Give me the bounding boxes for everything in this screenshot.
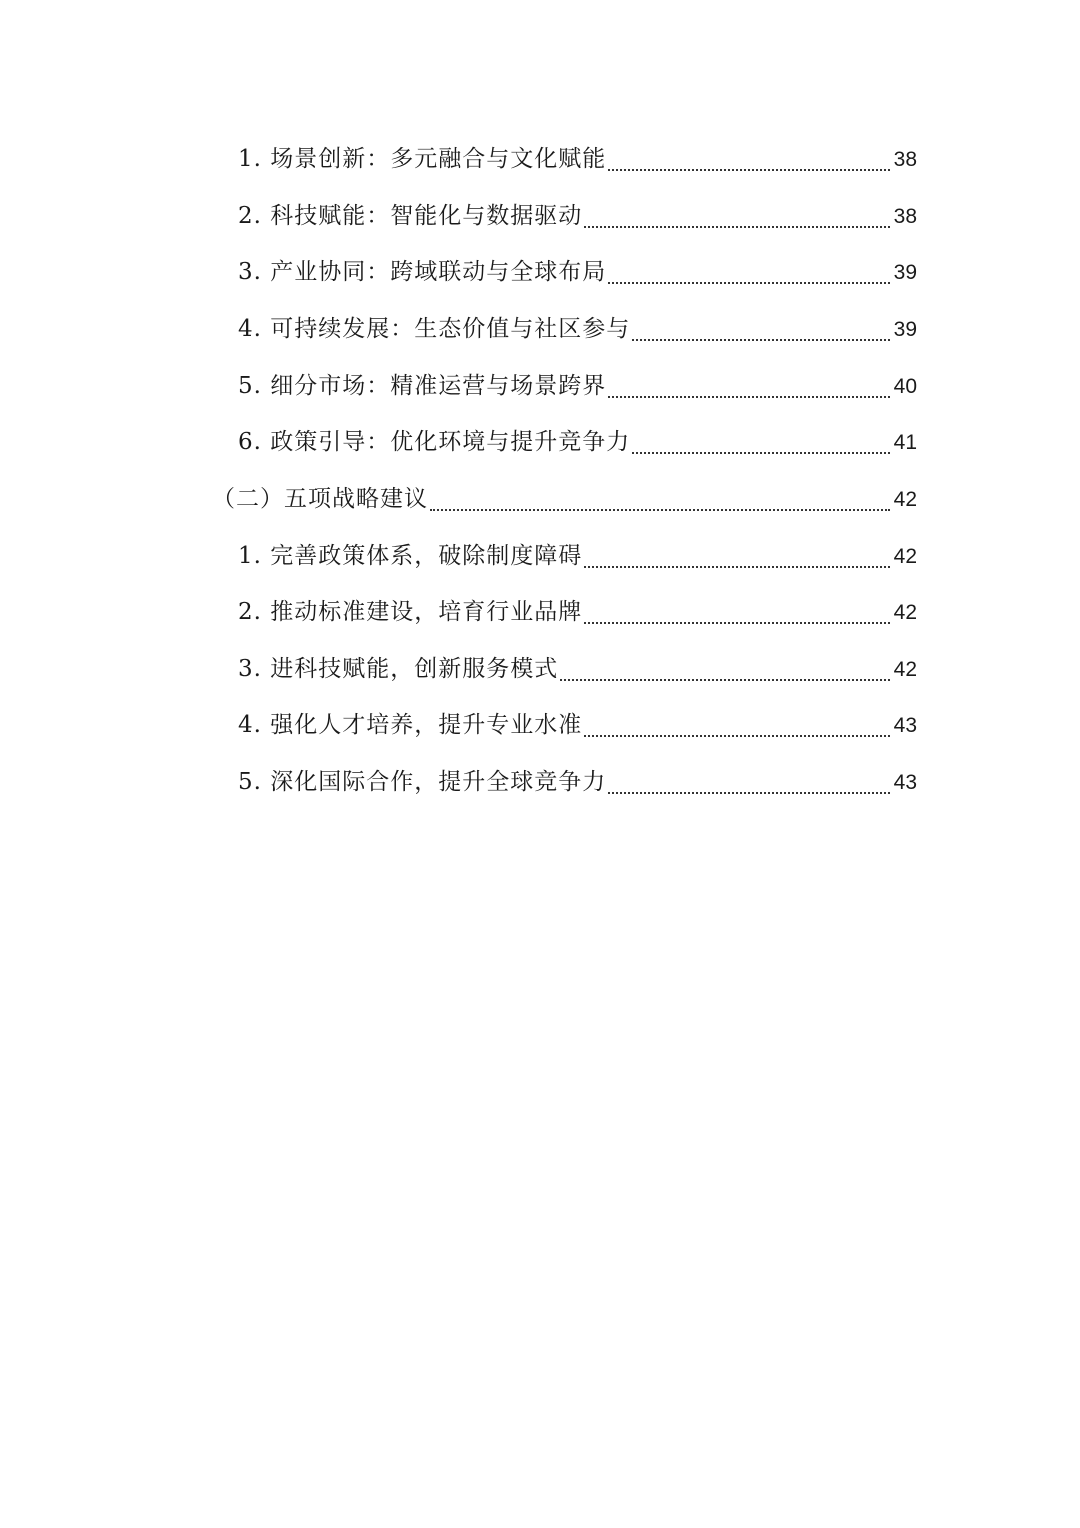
toc-dot-leader (608, 282, 889, 284)
toc-entry-title: 5. 深化国际合作，提升全球竞争力 (238, 769, 607, 795)
toc-entry-title: 2. 科技赋能：智能化与数据驱动 (238, 203, 583, 229)
toc-entry[interactable] (238, 197, 917, 237)
toc-entry-title: 3. 产业协同：跨域联动与全球布局 (238, 259, 607, 285)
toc-entry-title: 4. 强化人才培养，提升专业水准 (238, 712, 583, 738)
toc-entry[interactable] (238, 537, 917, 577)
toc-entry[interactable] (238, 140, 917, 180)
toc-entry-page: 43 (893, 771, 917, 794)
toc-entry-page: 43 (893, 714, 917, 737)
toc-entry-page: 38 (893, 148, 917, 171)
toc-entry-page: 41 (893, 431, 917, 454)
toc-entry-title: 6. 政策引导：优化环境与提升竞争力 (238, 429, 631, 455)
toc-dot-leader (560, 679, 889, 681)
toc-dot-leader (632, 452, 889, 454)
toc-entry[interactable] (238, 706, 917, 746)
toc-dot-leader (584, 566, 889, 568)
toc-dot-leader (584, 226, 889, 228)
toc-entry-page: 38 (893, 205, 917, 228)
toc-entry-page: 42 (893, 658, 917, 681)
toc-entry-page: 42 (893, 601, 917, 624)
toc-entry-page: 39 (893, 318, 917, 341)
toc-dot-leader (430, 509, 890, 511)
toc-entry[interactable] (238, 763, 917, 803)
toc-entry-title: 4. 可持续发展：生态价值与社区参与 (238, 316, 631, 342)
toc-entry-page: 40 (893, 375, 917, 398)
toc-entry[interactable] (238, 650, 917, 690)
toc-dot-leader (632, 339, 889, 341)
toc-entry-title: 1. 完善政策体系，破除制度障碍 (238, 543, 583, 569)
toc-dot-leader (608, 792, 889, 794)
toc-entry[interactable] (238, 367, 917, 407)
toc-entry[interactable] (238, 310, 917, 350)
toc-dot-leader (608, 169, 889, 171)
toc-entry-title: （二）五项战略建议 (212, 486, 428, 512)
toc-dot-leader (608, 396, 889, 398)
toc-entry-page: 42 (893, 545, 917, 568)
toc-entry[interactable] (238, 593, 917, 633)
toc-dot-leader (584, 735, 889, 737)
toc-entry-page: 39 (893, 261, 917, 284)
toc-entry-page: 42 (893, 488, 917, 511)
toc-section-entry[interactable] (212, 480, 917, 520)
toc-entry[interactable] (238, 253, 917, 293)
toc-entry-title: 1. 场景创新：多元融合与文化赋能 (238, 146, 607, 172)
toc-entry-title: 2. 推动标准建设，培育行业品牌 (238, 599, 583, 625)
toc-entry[interactable] (238, 423, 917, 463)
toc-entry-title: 3. 进科技赋能，创新服务模式 (238, 656, 559, 682)
toc-dot-leader (584, 622, 889, 624)
toc-entry-title: 5. 细分市场：精准运营与场景跨界 (238, 373, 607, 399)
